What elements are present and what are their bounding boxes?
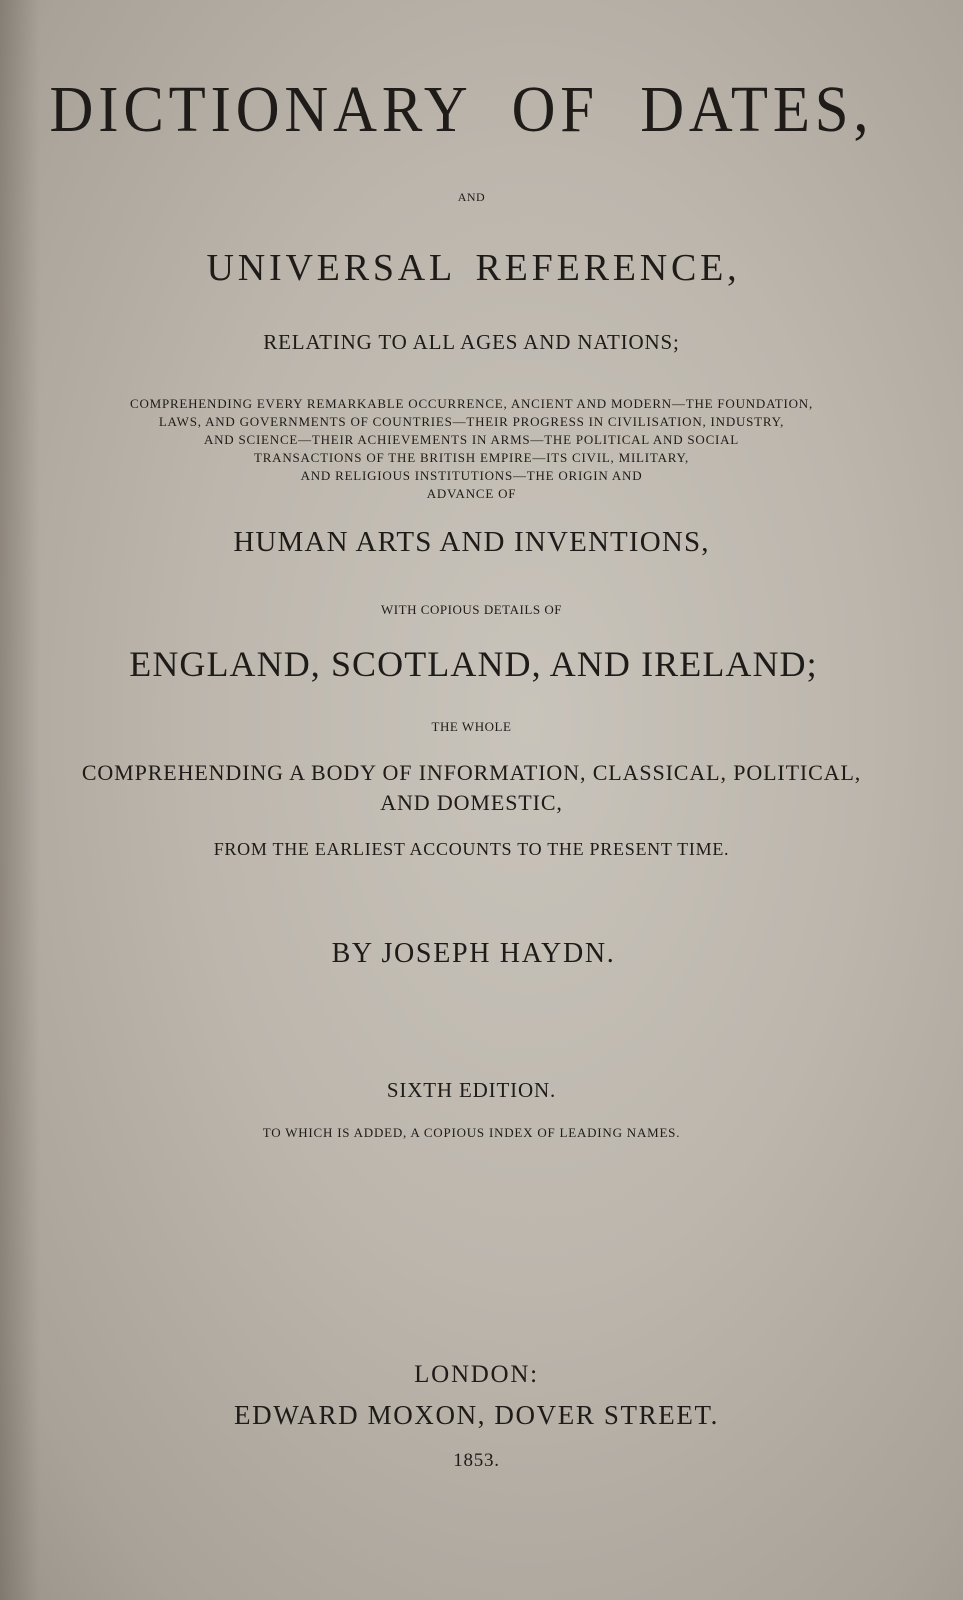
book-subtitle: UNIVERSAL REFERENCE, <box>206 247 741 289</box>
publication-place: LONDON: <box>414 1361 539 1388</box>
publisher-line: EDWARD MOXON, DOVER STREET. <box>234 1400 719 1430</box>
with-details-line: WITH COPIOUS DETAILS OF <box>381 602 562 617</box>
and-conjunction: AND <box>457 190 486 204</box>
earliest-accounts-line: FROM THE EARLIEST ACCOUNTS TO THE PRESENT TIME. <box>213 839 730 859</box>
body-of-information-line: COMPREHENDING A BODY OF INFORMATION, CLASSICAL, POLITICAL, <box>81 760 862 785</box>
comprehending-line: AND SCIENCE—THEIR ACHIEVEMENTS IN ARMS—THE POLITICAL AND SOCIAL <box>203 432 740 447</box>
comprehending-line: TRANSACTIONS OF THE BRITISH EMPIRE—ITS CIVIL, MILITARY, <box>253 450 689 465</box>
comprehending-line: LAWS, AND GOVERNMENTS OF COUNTRIES—THEIR PROGRESS IN CIVILISATION, INDUSTRY, <box>158 414 785 429</box>
relating-line: RELATING TO ALL AGES AND NATIONS; <box>263 330 680 354</box>
comprehending-line: ADVANCE OF <box>426 486 517 501</box>
comprehending-line: AND RELIGIOUS INSTITUTIONS—THE ORIGIN AND <box>300 468 643 483</box>
human-arts-heading: HUMAN ARTS AND INVENTIONS, <box>233 526 710 558</box>
edition-line: SIXTH EDITION. <box>386 1078 557 1102</box>
book-title: DICTIONARY OF DATES, <box>49 73 874 146</box>
the-whole-line: THE WHOLE <box>431 719 512 734</box>
domestic-line: AND DOMESTIC, <box>380 790 563 815</box>
comprehending-line: COMPREHENDING EVERY REMARKABLE OCCURRENCE, ANCIENT AND MODERN—THE FOUNDATION, <box>130 396 813 411</box>
publication-year: 1853. <box>453 1450 500 1471</box>
author-line: BY JOSEPH HAYDN. <box>331 938 616 969</box>
index-note: TO WHICH IS ADDED, A COPIOUS INDEX OF LEADING NAMES. <box>262 1125 681 1140</box>
countries-heading: ENGLAND, SCOTLAND, AND IRELAND; <box>129 644 818 684</box>
